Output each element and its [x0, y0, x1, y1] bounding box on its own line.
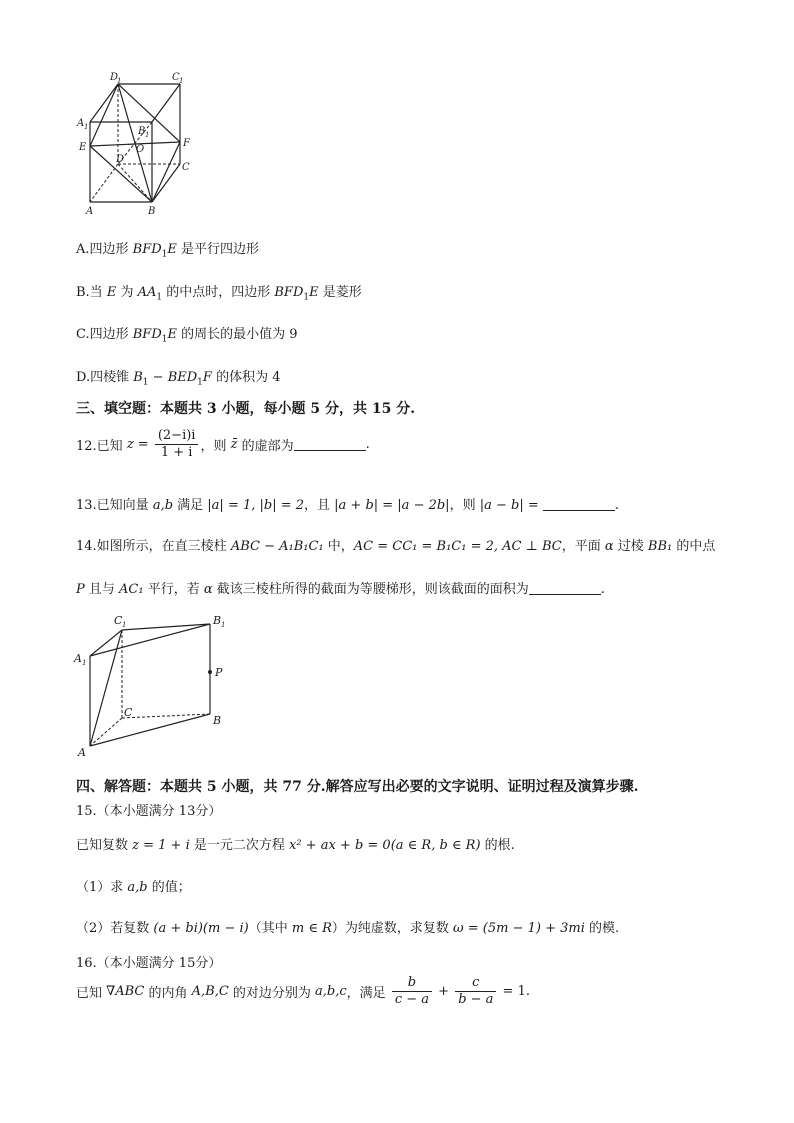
section-4-heading: 四、解答题：本题共 5 小题，共 77 分.解答应写出必要的文字说明、证明过程及演算步骤. — [76, 779, 639, 795]
svg-text:1: 1 — [84, 123, 89, 131]
label-b: B — [148, 206, 156, 216]
answer-blank-14[interactable] — [529, 582, 601, 595]
question-14-line-2: P 且与 AC₁ 平行，若 α 截该三棱柱所得的截面为等腰梯形，则该截面的面积为 . — [76, 582, 605, 597]
answer-blank-12[interactable] — [294, 438, 366, 451]
question-16-header: 16.（本小题满分 15分） — [76, 956, 222, 971]
section-3-heading: 三、填空题：本题共 3 小题，每小题 5 分，共 15 分. — [76, 401, 416, 417]
label-a: A — [78, 746, 86, 759]
question-15-header: 15.（本小题满分 13分） — [76, 804, 222, 819]
cuboid-figure — [76, 66, 196, 216]
option-c: C.四边形 $BFD_1E$ 的周长的最小值为 9 — [76, 327, 298, 345]
prism-figure — [72, 610, 232, 760]
label-d1: D — [110, 72, 119, 83]
label-p: P — [215, 666, 223, 679]
label-e: E — [79, 142, 87, 153]
label-c: C — [182, 162, 190, 173]
label-d: D — [116, 154, 125, 165]
label-c1: C — [172, 72, 180, 83]
label-o: O — [136, 144, 145, 155]
label-b1: B — [138, 126, 146, 137]
label-f: F — [183, 138, 190, 149]
question-16-stem: 已知 ∇ABC 的内角 A,B,C 的对边分别为 a,b,c，满足 $\frac{b}{c - a}$ + $\frac{c}{b - a}$ = 1. — [76, 975, 530, 1007]
question-15-part-2: （2）若复数 (a + bi)(m − i)（其中 m ∈ R）为纯虚数，求复数 ω = (5m − 1) + 3mi 的模. — [76, 921, 620, 936]
option-b: B.当 E 为 $AA_1$ 的中点时，四边形 $BFD_1E$ 是菱形 — [76, 285, 362, 303]
label-c: C — [124, 706, 133, 719]
label-a1: A — [77, 118, 85, 129]
option-d: D.四棱锥 $B_1 - BED_1F$ 的体积为 4 — [76, 370, 281, 388]
question-14-line-1: 14.如图所示，在直三棱柱 ABC − A₁B₁C₁ 中，AC = CC₁ = B₁C₁ = 2, AC ⊥ BC，平面 α 过棱 BB₁ 的中点 — [76, 539, 716, 554]
question-15-part-1: （1）求 a,b 的值； — [76, 880, 191, 895]
answer-blank-13[interactable] — [543, 498, 615, 511]
label-a: A — [86, 206, 94, 216]
question-13: 13.已知向量 a,b 满足 |a| = 1, |b| = 2，且 |a + b| = |a − 2b|，则 |a − b| = . — [76, 498, 620, 513]
svg-text:1: 1 — [117, 77, 122, 85]
label-b: B — [213, 714, 222, 727]
option-a: A.四边形 $BFD_1E$ 是平行四边形 — [76, 242, 260, 260]
label-b1: B — [213, 614, 222, 627]
svg-text:1: 1 — [221, 621, 226, 629]
question-12: 12.已知 z = $\frac{(2-i)i}{1 + i}$ ，则 z̄ 的虚部为 . — [76, 428, 370, 460]
svg-text:1: 1 — [145, 131, 150, 139]
label-a1: A — [74, 652, 82, 665]
point-p-marker — [208, 670, 212, 674]
question-15-stem: 已知复数 z = 1 + i 是一元二次方程 x² + ax + b = 0(a ∈ R, b ∈ R) 的根. — [76, 838, 515, 853]
svg-text:1: 1 — [179, 77, 184, 85]
svg-text:1: 1 — [82, 659, 87, 667]
label-c1: C — [114, 614, 123, 627]
svg-text:1: 1 — [122, 621, 127, 629]
